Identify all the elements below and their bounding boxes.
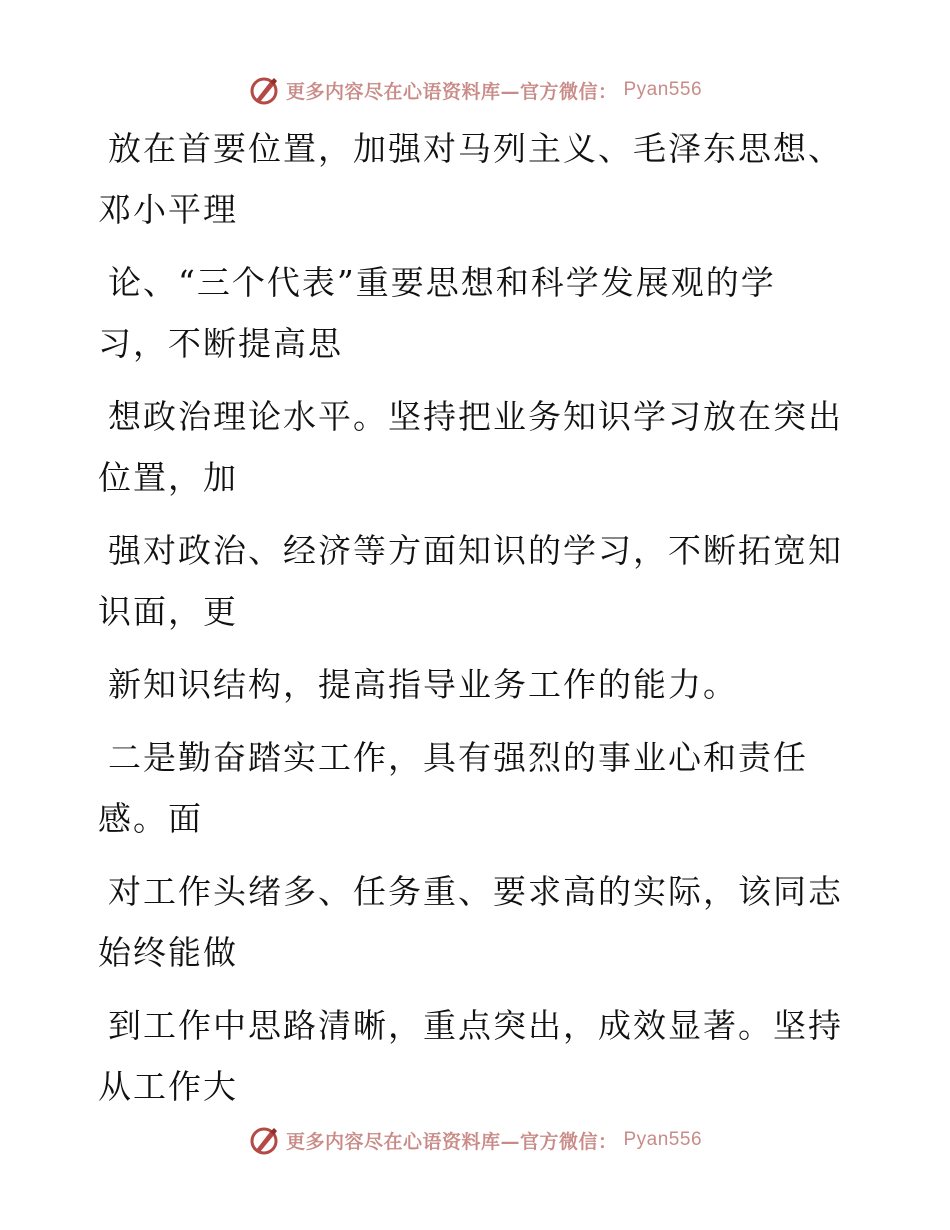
paragraph-line: 强对政治、经济等方面知识的学习，不断拓宽知 — [108, 531, 843, 570]
paragraph — [98, 520, 843, 642]
paragraph-line: 感。面 — [98, 799, 203, 838]
paragraph — [98, 654, 838, 715]
footer-watermark — [0, 1120, 950, 1160]
paragraph-line: 位置，加 — [98, 458, 238, 497]
paragraph-line: 放在首要位置，加强对马列主义、毛泽东思想、 — [108, 129, 843, 168]
paragraph — [98, 995, 843, 1117]
watermark-wechat-id: Pyan556 — [623, 79, 703, 100]
header-watermark — [0, 70, 950, 110]
paragraph-line: 想政治理论水平。坚持把业务知识学习放在突出 — [108, 397, 843, 436]
watermark-text: 更多内容尽在心语资料库—官方微信： — [285, 80, 618, 103]
paragraph — [98, 861, 843, 983]
pen-logo-icon — [248, 74, 280, 106]
paragraph-line: 从工作大 — [98, 1067, 238, 1106]
paragraph-line: 始终能做 — [98, 933, 238, 972]
paragraph — [98, 727, 838, 849]
paragraph — [98, 386, 843, 508]
paragraph-line: 识面，更 — [98, 592, 238, 631]
document-body — [98, 118, 843, 1129]
paragraph-line: 邓小平理 — [98, 190, 238, 229]
watermark-wechat-id: Pyan556 — [623, 1129, 703, 1150]
paragraph-line: 二是勤奋踏实工作，具有强烈的事业心和责任 — [108, 738, 808, 777]
paragraph-line: 论、“三个代表”重要思想和科学发展观的学 — [108, 263, 776, 302]
pen-logo-icon — [248, 1124, 280, 1156]
paragraph — [98, 252, 838, 374]
paragraph-line: 对工作头绪多、任务重、要求高的实际，该同志 — [108, 872, 843, 911]
paragraph — [98, 118, 843, 240]
paragraph-line: 到工作中思路清晰，重点突出，成效显著。坚持 — [108, 1006, 843, 1045]
paragraph-line: 习，不断提高思 — [98, 324, 343, 363]
paragraph-line: 新知识结构，提高指导业务工作的能力。 — [108, 665, 738, 704]
watermark-text: 更多内容尽在心语资料库—官方微信： — [285, 1130, 618, 1153]
